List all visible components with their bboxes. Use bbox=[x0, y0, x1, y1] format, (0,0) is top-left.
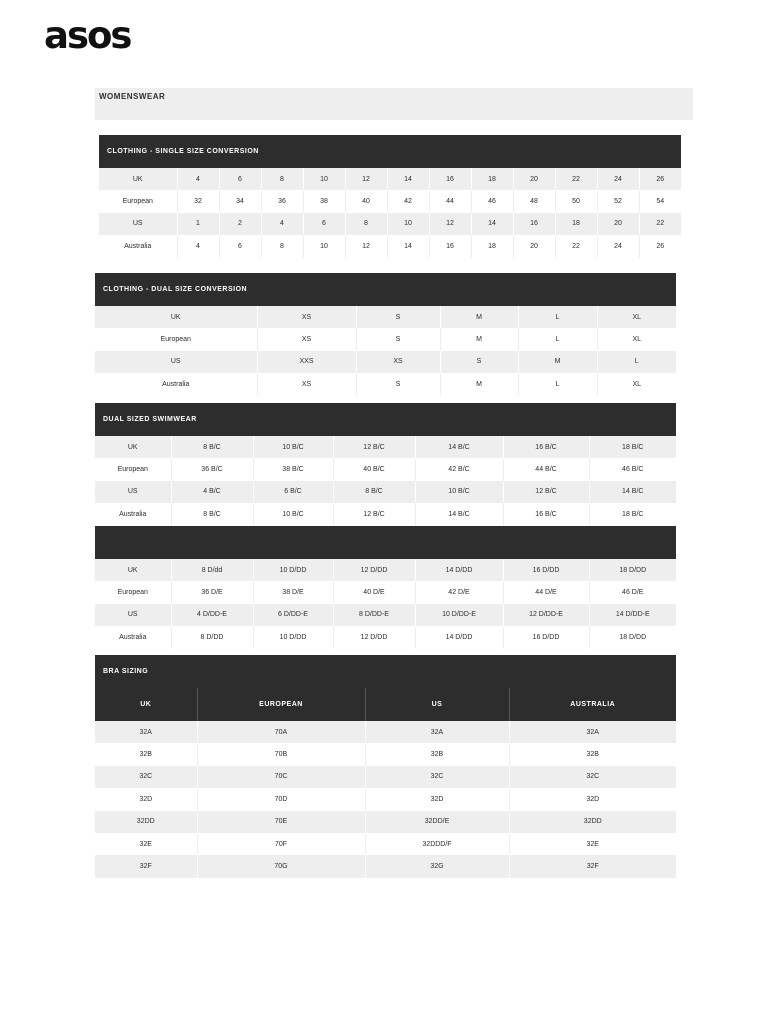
row-label: US bbox=[99, 213, 177, 235]
table-row bbox=[99, 235, 681, 257]
table-row bbox=[95, 581, 676, 603]
table-cell: 10 D/DD bbox=[253, 559, 333, 581]
table-cell: 16 B/C bbox=[503, 436, 589, 458]
table-row bbox=[95, 436, 676, 458]
table-cell: 32D bbox=[509, 788, 676, 810]
table-row bbox=[95, 458, 676, 480]
bra-header-european: EUROPEAN bbox=[197, 688, 365, 721]
table-cell: 8 B/C bbox=[333, 481, 415, 503]
table-row bbox=[99, 190, 681, 212]
table-cell: 10 bbox=[387, 213, 429, 235]
table-cell: S bbox=[356, 306, 440, 328]
table-cell: 20 bbox=[513, 168, 555, 190]
table-cell: 32C bbox=[365, 766, 509, 788]
row-label: 32C bbox=[95, 766, 197, 788]
single-size-table bbox=[99, 168, 681, 258]
table-row bbox=[95, 604, 676, 626]
table-cell: 46 B/C bbox=[589, 458, 676, 480]
table-cell: XXS bbox=[257, 351, 356, 373]
table-cell: 70G bbox=[197, 855, 365, 877]
bra-sizing-table bbox=[95, 688, 676, 878]
swimwear-block bbox=[95, 403, 676, 526]
table-cell: 6 bbox=[303, 213, 345, 235]
table-cell: 8 D/DD-E bbox=[333, 604, 415, 626]
table-cell: 44 D/E bbox=[503, 581, 589, 603]
table-cell: 18 D/DD bbox=[589, 559, 676, 581]
table-cell: 8 D/DD bbox=[171, 626, 253, 648]
table-cell: 32D bbox=[365, 788, 509, 810]
table-cell: 50 bbox=[555, 190, 597, 212]
row-label: European bbox=[95, 458, 171, 480]
table-cell: 14 D/DD bbox=[415, 559, 503, 581]
single-size-title: CLOTHING - SINGLE SIZE CONVERSION bbox=[99, 135, 681, 168]
single-size-block bbox=[99, 135, 681, 258]
swimwear-title: DUAL SIZED SWIMWEAR bbox=[95, 403, 676, 436]
table-cell: 2 bbox=[219, 213, 261, 235]
row-label: US bbox=[95, 351, 257, 373]
row-label: 32DD bbox=[95, 811, 197, 833]
bra-sizing-block bbox=[95, 655, 676, 878]
table-cell: 14 bbox=[387, 235, 429, 257]
table-cell: 8 bbox=[261, 168, 303, 190]
table-cell: L bbox=[518, 373, 597, 395]
table-cell: XS bbox=[356, 351, 440, 373]
table-cell: 14 D/DD bbox=[415, 626, 503, 648]
row-label: US bbox=[95, 481, 171, 503]
table-cell: 10 D/DD bbox=[253, 626, 333, 648]
table-cell: 22 bbox=[555, 235, 597, 257]
table-cell: 18 bbox=[471, 168, 513, 190]
table-cell: 12 bbox=[345, 168, 387, 190]
table-cell: 14 bbox=[471, 213, 513, 235]
table-cell: 12 bbox=[345, 235, 387, 257]
table-cell: 20 bbox=[513, 235, 555, 257]
table-cell: 10 B/C bbox=[415, 481, 503, 503]
table-cell: 12 bbox=[429, 213, 471, 235]
table-cell: 12 D/DD-E bbox=[503, 604, 589, 626]
table-cell: 6 B/C bbox=[253, 481, 333, 503]
table-cell: S bbox=[356, 373, 440, 395]
table-row bbox=[95, 721, 676, 743]
row-label: UK bbox=[95, 559, 171, 581]
table-cell: 16 bbox=[429, 168, 471, 190]
table-cell: 36 bbox=[261, 190, 303, 212]
table-cell: 24 bbox=[597, 168, 639, 190]
table-row bbox=[95, 373, 676, 395]
section-title: WOMENSWEAR bbox=[95, 88, 693, 120]
row-label: European bbox=[95, 581, 171, 603]
table-cell: 18 D/DD bbox=[589, 626, 676, 648]
table-cell: 12 D/DD bbox=[333, 559, 415, 581]
dual-size-table bbox=[95, 306, 676, 396]
table-cell: L bbox=[518, 328, 597, 350]
table-cell: 32DD/E bbox=[365, 811, 509, 833]
bra-header-uk: UK bbox=[95, 688, 197, 721]
asos-logo: asos bbox=[44, 14, 131, 57]
table-cell: 40 D/E bbox=[333, 581, 415, 603]
row-label: 32E bbox=[95, 833, 197, 855]
table-cell: 10 bbox=[303, 168, 345, 190]
table-cell: 8 B/C bbox=[171, 503, 253, 525]
table-cell: M bbox=[440, 373, 518, 395]
table-cell: 70B bbox=[197, 743, 365, 765]
table-cell: 24 bbox=[597, 235, 639, 257]
bra-header-australia: AUSTRALIA bbox=[509, 688, 676, 721]
table-cell: M bbox=[440, 306, 518, 328]
swimwear-d-title bbox=[95, 526, 676, 559]
table-cell: L bbox=[518, 306, 597, 328]
table-cell: 26 bbox=[639, 168, 681, 190]
table-cell: 14 B/C bbox=[589, 481, 676, 503]
table-cell: 42 D/E bbox=[415, 581, 503, 603]
table-cell: 6 bbox=[219, 168, 261, 190]
table-cell: 12 B/C bbox=[503, 481, 589, 503]
table-cell: 18 B/C bbox=[589, 436, 676, 458]
table-cell: XL bbox=[597, 328, 676, 350]
table-cell: 44 B/C bbox=[503, 458, 589, 480]
table-cell: 40 bbox=[345, 190, 387, 212]
table-row bbox=[95, 503, 676, 525]
table-cell: 70E bbox=[197, 811, 365, 833]
table-cell: 36 B/C bbox=[171, 458, 253, 480]
row-label: Australia bbox=[99, 235, 177, 257]
table-row bbox=[95, 328, 676, 350]
table-cell: 20 bbox=[597, 213, 639, 235]
table-cell: 4 bbox=[177, 235, 219, 257]
table-cell: 10 B/C bbox=[253, 503, 333, 525]
table-row bbox=[99, 168, 681, 190]
table-cell: 8 B/C bbox=[171, 436, 253, 458]
table-cell: 36 D/E bbox=[171, 581, 253, 603]
table-cell: 8 bbox=[345, 213, 387, 235]
table-cell: 22 bbox=[555, 168, 597, 190]
table-cell: 70D bbox=[197, 788, 365, 810]
table-row bbox=[95, 351, 676, 373]
row-label: UK bbox=[99, 168, 177, 190]
table-row bbox=[95, 481, 676, 503]
bra-header-us: US bbox=[365, 688, 509, 721]
bra-sizing-title: BRA SIZING bbox=[95, 655, 676, 688]
table-cell: XL bbox=[597, 373, 676, 395]
table-cell: 4 bbox=[177, 168, 219, 190]
table-cell: S bbox=[440, 351, 518, 373]
table-row bbox=[95, 626, 676, 648]
dual-size-title: CLOTHING - DUAL SIZE CONVERSION bbox=[95, 273, 676, 306]
table-cell: 32C bbox=[509, 766, 676, 788]
table-cell: 16 D/DD bbox=[503, 626, 589, 648]
table-cell: 32E bbox=[509, 833, 676, 855]
table-cell: 4 B/C bbox=[171, 481, 253, 503]
table-row bbox=[95, 766, 676, 788]
table-row bbox=[95, 743, 676, 765]
table-cell: 32DD bbox=[509, 811, 676, 833]
table-cell: 18 bbox=[471, 235, 513, 257]
table-cell: 1 bbox=[177, 213, 219, 235]
table-cell: 32DDD/F bbox=[365, 833, 509, 855]
table-cell: 4 D/DD-E bbox=[171, 604, 253, 626]
table-cell: 6 D/DD-E bbox=[253, 604, 333, 626]
table-cell: 70A bbox=[197, 721, 365, 743]
table-cell: L bbox=[597, 351, 676, 373]
table-cell: 16 B/C bbox=[503, 503, 589, 525]
table-cell: M bbox=[440, 328, 518, 350]
table-cell: 54 bbox=[639, 190, 681, 212]
table-row bbox=[99, 213, 681, 235]
row-label: 32B bbox=[95, 743, 197, 765]
table-cell: 16 D/DD bbox=[503, 559, 589, 581]
table-cell: 70F bbox=[197, 833, 365, 855]
bra-header-row bbox=[95, 688, 676, 721]
table-cell: 38 bbox=[303, 190, 345, 212]
row-label: Australia bbox=[95, 373, 257, 395]
table-cell: 22 bbox=[639, 213, 681, 235]
table-row bbox=[95, 833, 676, 855]
table-cell: 48 bbox=[513, 190, 555, 212]
table-cell: 52 bbox=[597, 190, 639, 212]
table-cell: 32A bbox=[509, 721, 676, 743]
table-cell: 12 D/DD bbox=[333, 626, 415, 648]
table-cell: 32F bbox=[509, 855, 676, 877]
table-cell: 32G bbox=[365, 855, 509, 877]
table-cell: 42 B/C bbox=[415, 458, 503, 480]
table-row bbox=[95, 811, 676, 833]
table-row bbox=[95, 306, 676, 328]
swimwear-d-block bbox=[95, 526, 676, 649]
table-cell: S bbox=[356, 328, 440, 350]
swimwear-d-table bbox=[95, 559, 676, 649]
table-cell: 46 D/E bbox=[589, 581, 676, 603]
table-row bbox=[95, 788, 676, 810]
table-cell: 14 bbox=[387, 168, 429, 190]
row-label: 32D bbox=[95, 788, 197, 810]
row-label: Australia bbox=[95, 626, 171, 648]
table-cell: 40 B/C bbox=[333, 458, 415, 480]
row-label: 32F bbox=[95, 855, 197, 877]
table-cell: 8 bbox=[261, 235, 303, 257]
table-cell: XS bbox=[257, 306, 356, 328]
table-cell: 42 bbox=[387, 190, 429, 212]
table-cell: 32A bbox=[365, 721, 509, 743]
table-cell: 4 bbox=[261, 213, 303, 235]
table-cell: 32 bbox=[177, 190, 219, 212]
table-cell: XL bbox=[597, 306, 676, 328]
table-cell: 14 D/DD-E bbox=[589, 604, 676, 626]
table-cell: 16 bbox=[429, 235, 471, 257]
table-cell: 34 bbox=[219, 190, 261, 212]
table-cell: 12 B/C bbox=[333, 503, 415, 525]
dual-size-block bbox=[95, 273, 676, 396]
row-label: Australia bbox=[95, 503, 171, 525]
swimwear-table bbox=[95, 436, 676, 526]
table-cell: XS bbox=[257, 328, 356, 350]
table-cell: 10 D/DD-E bbox=[415, 604, 503, 626]
table-cell: 44 bbox=[429, 190, 471, 212]
row-label: UK bbox=[95, 436, 171, 458]
row-label: 32A bbox=[95, 721, 197, 743]
table-cell: 14 B/C bbox=[415, 436, 503, 458]
row-label: European bbox=[99, 190, 177, 212]
table-cell: 32B bbox=[509, 743, 676, 765]
table-cell: 38 D/E bbox=[253, 581, 333, 603]
row-label: UK bbox=[95, 306, 257, 328]
table-cell: 10 bbox=[303, 235, 345, 257]
table-cell: 8 D/dd bbox=[171, 559, 253, 581]
table-cell: 38 B/C bbox=[253, 458, 333, 480]
table-cell: 14 B/C bbox=[415, 503, 503, 525]
table-cell: 32B bbox=[365, 743, 509, 765]
table-cell: 16 bbox=[513, 213, 555, 235]
table-cell: 70C bbox=[197, 766, 365, 788]
row-label: US bbox=[95, 604, 171, 626]
table-cell: 18 bbox=[555, 213, 597, 235]
table-cell: M bbox=[518, 351, 597, 373]
row-label: European bbox=[95, 328, 257, 350]
table-cell: 6 bbox=[219, 235, 261, 257]
table-cell: 26 bbox=[639, 235, 681, 257]
table-cell: 10 B/C bbox=[253, 436, 333, 458]
table-row bbox=[95, 559, 676, 581]
table-cell: 46 bbox=[471, 190, 513, 212]
table-row bbox=[95, 855, 676, 877]
table-cell: XS bbox=[257, 373, 356, 395]
table-cell: 18 B/C bbox=[589, 503, 676, 525]
table-cell: 12 B/C bbox=[333, 436, 415, 458]
